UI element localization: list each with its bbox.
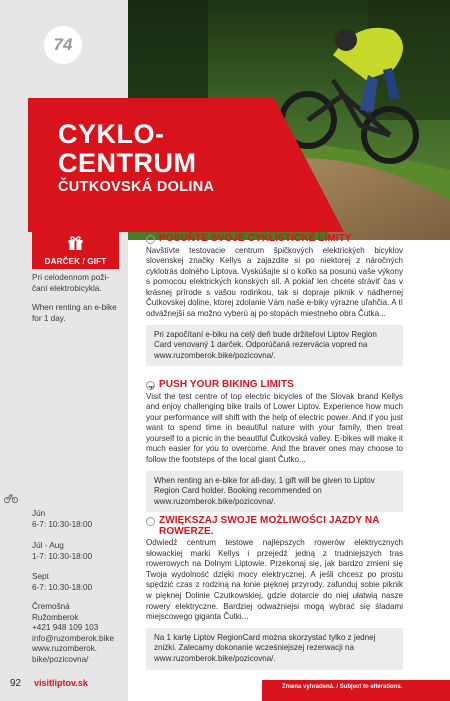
title-block: [28, 98, 274, 232]
page-title: CYKLO- CENTRUM: [58, 119, 197, 178]
polish-flag-icon: [146, 517, 155, 526]
section-slovak-body: Navštívte testovacie centrum špičkových elektrických bicyklov slovenskej značky Kellys a zajazdite si po niektorej z náročných cyklotrás dolného Liptova. Vyskúšajte si o koľko sa posunú vaše výkony s pomocou elektrických konských síl. A pokiaľ len chcete stráviť čas v krásnej prírode s vašou rodinkou, tak si dopraje piknik v nádhernej Čutkovskej doline, ktorej zdolanie Vám naše e-biky výrazne uľahčia. A tí odvážnejší sa možno vyberú aj po stopách miestneho obra Čutka...: [146, 245, 403, 319]
uk-flag-icon: [146, 381, 155, 390]
opening-hours-june: Jún 6-7: 10:30-18:00: [32, 509, 93, 529]
section-english: [146, 380, 403, 512]
page-subtitle: ČUTKOVSKÁ DOLINA: [58, 179, 215, 195]
page-number: 92: [10, 678, 22, 689]
section-polish-title: ZWIĘKSZAJ SWOJE MOŻLIWOŚCI JAZDY NA ROWERZE.: [159, 515, 380, 537]
section-polish: [146, 516, 403, 670]
opening-hours-september: Sept 6-7: 10:30-18:00: [32, 572, 93, 592]
section-english-title: PUSH YOUR BIKING LIMITS: [159, 379, 294, 390]
opening-hours-july-august: Júl - Aug 1-7: 10:30-18:00: [32, 541, 93, 561]
section-polish-note: Na 1 kartę Liptov RegionCard można skorzystać tylko z jednej zniżki. Zalecamy dokonanie wcześniejszej rezerwacji na www.ruzomberok.bike/pozicovna/.: [146, 628, 403, 670]
gift-text-sk: Pri celodennom poži-čaní elektrobicykla.: [32, 273, 109, 293]
contact-town: Ružomberok: [32, 612, 79, 622]
footer-note: Zmena vyhradená. / Subject to alterations.: [282, 684, 403, 690]
contact-street: Čremošná: [32, 602, 70, 611]
section-slovak-title: POSUŇTE SVOJE CYKLISTICKÉ LIMITY: [159, 233, 352, 244]
section-slovak: [146, 234, 403, 366]
contact-email[interactable]: info@ruzomberok.bike: [32, 633, 115, 643]
slovak-flag-icon: [146, 235, 155, 244]
section-slovak-note: Pri započítaní e-biku na celý deň bude držiteľovi Liptov Region Card venovaný 1 darček. Odporúčaná rezervácia vopred na www.ruzomberok.bike/pozicovna/.: [146, 325, 403, 367]
gift-badge: [32, 229, 119, 269]
gift-icon: [67, 234, 84, 251]
footer-link[interactable]: visitliptov.sk: [34, 678, 88, 688]
contact-phone[interactable]: +421 948 109 103: [32, 623, 99, 633]
page-badge: 74: [44, 26, 82, 64]
bicycle-icon: [4, 492, 18, 504]
gift-label: DARČEK / GIFT: [44, 257, 107, 266]
section-english-body: Visit the test centre of top electric bicycles of the Slovak brand Kellys and enjoy challenging bike trails of Lower Liptov. Experience how much your performance will shift with the help of electric power. And if you just want to spend time in beautiful nature with your family, then treat yourself to a picnic in the beautiful Čutkovská valley. E-bikes will make it much easier for you to overcome. And the braver ones may choose to follow the footsteps of the local giant Čutko...: [146, 391, 403, 465]
section-polish-header: [146, 516, 403, 537]
section-english-header: [146, 380, 403, 391]
section-english-note: When renting an e-bike for all-day, 1 gift will be given to Liptov Region Card holder. Booking recommended on www.ruzomberok.bike/pozicovna/.: [146, 471, 403, 513]
contact-web[interactable]: www.ruzomberok. bike/pozicovna/: [32, 644, 98, 664]
section-slovak-header: [146, 234, 403, 245]
section-polish-body: Odwiedź centrum testowe najlepszych rowerów elektrycznych słowackiej marki Kellys i przejedź jedną z trudniejszych tras rowerowych na Dolnym Liptowie. Przekonaj się, jak bardzo zmieni się Twoja wydolność dzięki mocy elektrycznej. A jeśli chcesz po prostu spędzić czas z rodziną na łonie pięknej przyrody, zafunduj sobie piknik w pięknej Dolinie Czutkowskiej, gdzie dotarcie do niej ułatwią nasze rowery elektryczne. Bardziej odważniejsi mogą wybrać się śladami miejscowego giganta Čutki...: [146, 538, 403, 622]
contact-info: [32, 602, 124, 666]
gift-text-en: When renting an e-bike for 1 day.: [32, 303, 117, 323]
